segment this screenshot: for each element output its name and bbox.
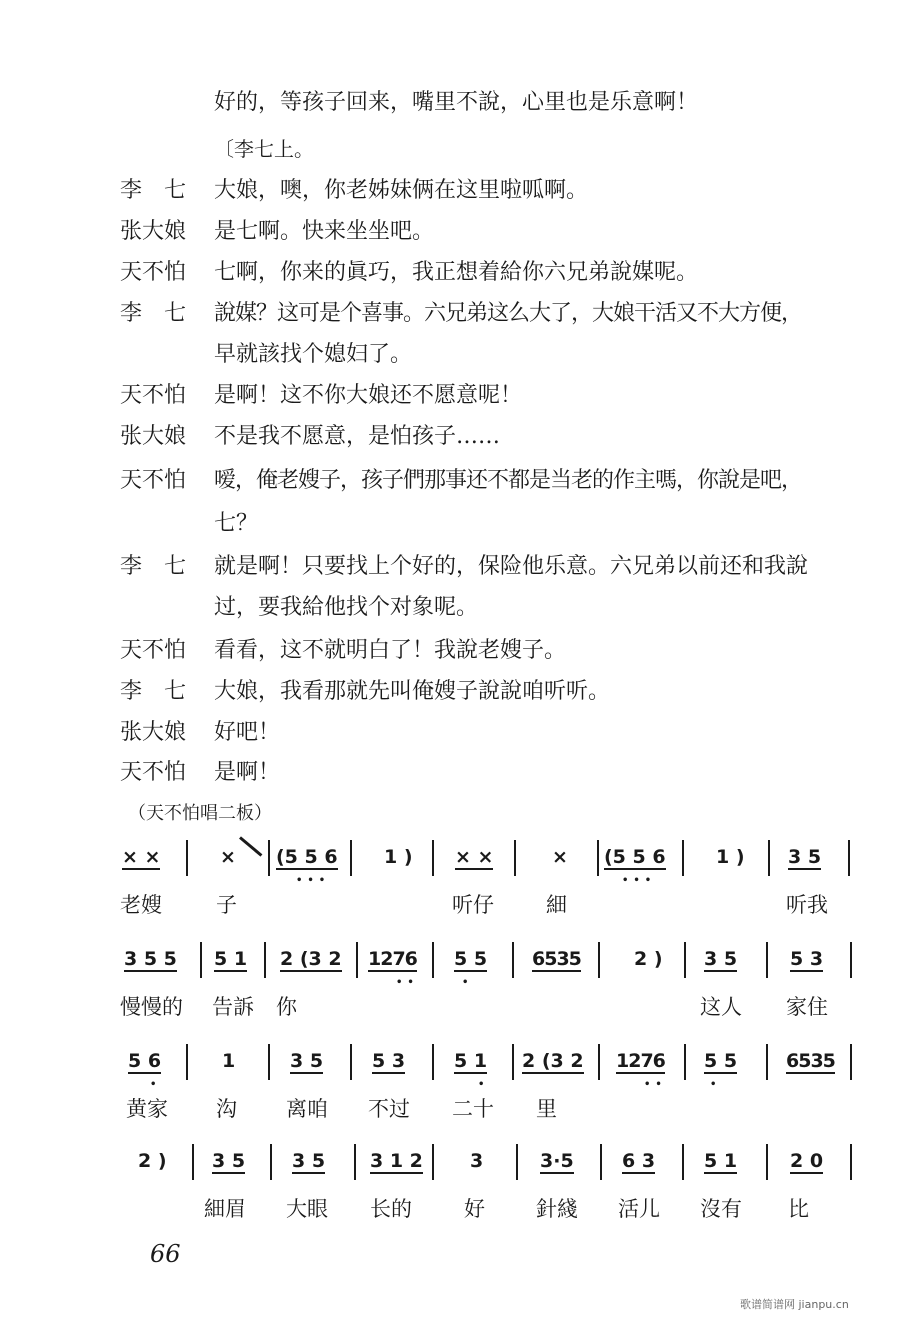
note-group: 3 5 — [212, 1150, 246, 1172]
dialogue-text: 不是我不愿意，是怕孩子…… — [214, 424, 501, 449]
note-group: 3 5 5 — [124, 948, 177, 970]
score-heading: （天不怕唱二板） — [128, 803, 272, 824]
speaker-name: 天不怕 — [120, 638, 187, 663]
dialogue-continuation: 七？ — [214, 511, 259, 536]
barline — [432, 942, 434, 978]
note-group: (5 5 6 — [604, 846, 666, 868]
lyric: 听仔 — [452, 893, 494, 917]
barline — [432, 1044, 434, 1080]
lyric: 离咱 — [286, 1097, 328, 1121]
note-group: 6535 — [786, 1050, 835, 1072]
barline — [350, 840, 352, 876]
speaker-name: 李 七 — [120, 301, 187, 326]
barline — [766, 942, 768, 978]
dialogue-text: 嗳，俺老嫂子，孩子們那事还不都是当老的作主嗎，你說是吧， — [214, 468, 803, 493]
octave-dots: • — [478, 1079, 490, 1090]
note-group: 3 1 2 — [370, 1150, 423, 1172]
slur-mark — [239, 836, 262, 856]
lyric: 告訴 — [212, 995, 254, 1019]
speaker-name: 天不怕 — [120, 260, 187, 285]
octave-dots: •• — [644, 1079, 667, 1090]
note-group: 2 0 — [790, 1150, 824, 1172]
lyric: 家住 — [786, 995, 828, 1019]
note-group: × — [220, 846, 236, 868]
dialogue-text: 是啊！这不你大娘还不愿意呢！ — [214, 383, 523, 408]
note-group: 5 3 — [372, 1050, 406, 1072]
barline — [268, 840, 270, 876]
note-group: 1 ) — [384, 846, 413, 868]
note-group: 3 5 — [704, 948, 738, 970]
barline — [682, 1144, 684, 1180]
lyric: 子 — [216, 893, 237, 917]
barline — [850, 1044, 852, 1080]
dialogue-text: 好吧！ — [214, 720, 281, 745]
octave-dots: • — [710, 1079, 722, 1090]
lyric: 老嫂 — [120, 893, 162, 917]
lyric: 細眉 — [204, 1197, 246, 1221]
note-group: 5 5 — [704, 1050, 738, 1072]
lyric: 比 — [788, 1197, 809, 1221]
dialogue-text: 大娘，我看那就先叫俺嫂子說說咱听听。 — [214, 679, 611, 704]
note-group: (5 5 6 — [276, 846, 338, 868]
barline — [514, 840, 516, 876]
lyric: 听我 — [786, 893, 828, 917]
barline — [186, 840, 188, 876]
note-group: 5 6 — [128, 1050, 162, 1072]
octave-dots: • — [150, 1079, 162, 1090]
note-group: 2 ) — [634, 948, 663, 970]
barline — [597, 840, 599, 876]
barline — [682, 840, 684, 876]
note-group: 2 (3 2 — [522, 1050, 584, 1072]
note-group: 3 — [470, 1150, 484, 1172]
barline — [512, 942, 514, 978]
lyric: 針綫 — [536, 1197, 578, 1221]
octave-dots: • — [462, 977, 474, 988]
lyric: 黄家 — [126, 1097, 168, 1121]
dialogue-text: 是啊！ — [214, 760, 281, 785]
octave-dots: ••• — [622, 875, 657, 886]
barline — [850, 942, 852, 978]
barline — [270, 1144, 272, 1180]
barline — [598, 942, 600, 978]
note-group: 2 ) — [138, 1150, 167, 1172]
speaker-name: 李 七 — [120, 178, 187, 203]
note-group: 1276 — [368, 948, 417, 970]
barline — [350, 1044, 352, 1080]
note-group: 1 ) — [716, 846, 745, 868]
dialogue-text: 七啊，你来的眞巧，我正想着給你六兄弟說媒呢。 — [214, 260, 699, 285]
lyric: 你 — [276, 995, 297, 1019]
dialogue-continuation: 过，要我給他找个对象呢。 — [214, 595, 479, 620]
score-row-4 — [0, 1142, 903, 1212]
barline — [600, 1144, 602, 1180]
barline — [598, 1044, 600, 1080]
barline — [192, 1144, 194, 1180]
barline — [264, 942, 266, 978]
barline — [432, 1144, 434, 1180]
barline — [516, 1144, 518, 1180]
note-group: 1 — [222, 1050, 236, 1072]
dialogue-text: 是七啊。快来坐坐吧。 — [214, 219, 435, 244]
page-number: 66 — [150, 1240, 181, 1268]
note-group: 5 5 — [454, 948, 488, 970]
barline — [186, 1044, 188, 1080]
barline — [354, 1144, 356, 1180]
note-group: 3 5 — [788, 846, 822, 868]
dialogue-text: 大娘，噢，你老姊妹俩在这里啦呱啊。 — [214, 178, 589, 203]
speaker-name: 张大娘 — [120, 219, 187, 244]
speaker-name: 天不怕 — [120, 468, 187, 493]
barline — [766, 1144, 768, 1180]
note-group: 5 1 — [214, 948, 248, 970]
watermark: 歌谱简谱网 jianpu.cn — [740, 1298, 849, 1311]
lyric: 长的 — [370, 1197, 412, 1221]
lyric: 里 — [536, 1097, 557, 1121]
note-group: × — [552, 846, 568, 868]
note-group: 1276 — [616, 1050, 665, 1072]
barline — [768, 840, 770, 876]
barline — [512, 1044, 514, 1080]
lyric: 慢慢的 — [120, 995, 183, 1019]
barline — [684, 942, 686, 978]
note-group: 6535 — [532, 948, 581, 970]
speaker-name: 李 七 — [120, 554, 187, 579]
lyric: 沒有 — [700, 1197, 742, 1221]
barline — [268, 1044, 270, 1080]
barline — [766, 1044, 768, 1080]
note-group: 3 5 — [290, 1050, 324, 1072]
note-group: 2 (3 2 — [280, 948, 342, 970]
lyric: 不过 — [368, 1097, 410, 1121]
barline — [200, 942, 202, 978]
barline — [356, 942, 358, 978]
note-group: 3·5 — [540, 1150, 574, 1172]
speaker-name: 天不怕 — [120, 383, 187, 408]
barline — [684, 1044, 686, 1080]
lyric: 这人 — [700, 995, 742, 1019]
note-group: × × — [122, 846, 161, 868]
note-group: 5 1 — [704, 1150, 738, 1172]
note-group: 3 5 — [292, 1150, 326, 1172]
speaker-name: 李 七 — [120, 679, 187, 704]
lyric: 大眼 — [286, 1197, 328, 1221]
lyric: 二十 — [452, 1097, 494, 1121]
stage-direction: 〔李七上。 — [214, 137, 314, 161]
lyric: 沟 — [216, 1097, 237, 1121]
speaker-name: 张大娘 — [120, 424, 187, 449]
octave-dots: ••• — [296, 875, 331, 886]
octave-dots: •• — [396, 977, 419, 988]
lyric: 好 — [464, 1197, 485, 1221]
barline — [432, 840, 434, 876]
speaker-name: 张大娘 — [120, 720, 187, 745]
lyric: 細 — [546, 893, 567, 917]
note-group: × × — [455, 846, 494, 868]
dialogue-text: 看看，这不就明白了！我說老嫂子。 — [214, 638, 567, 663]
note-group: 5 1 — [454, 1050, 488, 1072]
speaker-name: 天不怕 — [120, 760, 187, 785]
barline — [850, 1144, 852, 1180]
dialogue-text: 說媒？这可是个喜事。六兄弟这么大了，大娘干活又不大方便， — [214, 301, 803, 326]
note-group: 6 3 — [622, 1150, 656, 1172]
dialogue-text: 就是啊！只要找上个好的，保险他乐意。六兄弟以前还和我說 — [214, 554, 809, 579]
dialogue-continuation: 好的，等孩子回来，嘴里不說，心里也是乐意啊！ — [214, 90, 699, 115]
dialogue-continuation: 早就該找个媳妇了。 — [214, 342, 413, 367]
barline — [848, 840, 850, 876]
lyric: 活儿 — [618, 1197, 660, 1221]
note-group: 5 3 — [790, 948, 824, 970]
